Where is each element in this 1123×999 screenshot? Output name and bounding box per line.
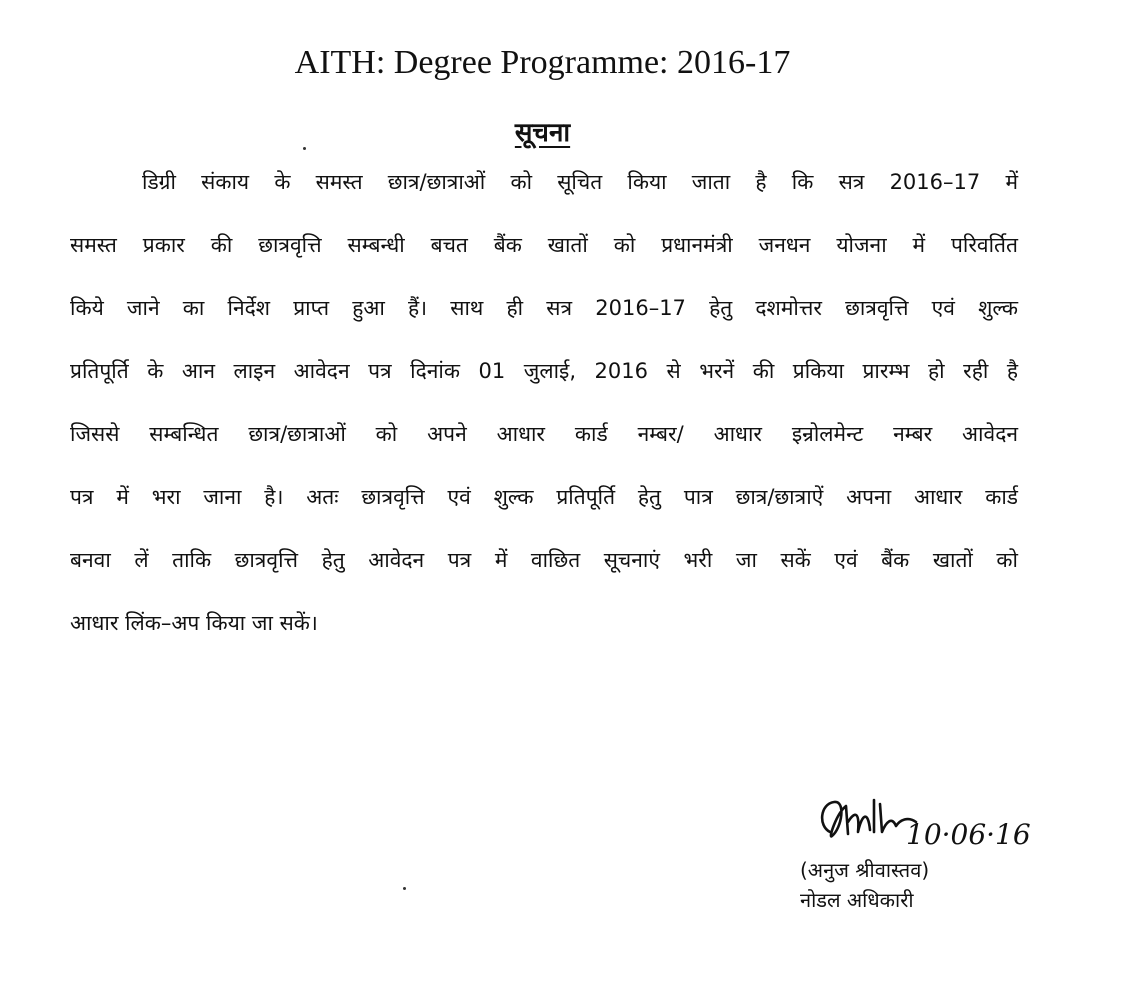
officer-designation: नोडल अधिकारी	[800, 888, 914, 912]
notice-line: आधार लिंक–अप किया जा सकें।	[70, 611, 318, 635]
notice-line: जिससे सम्बन्धित छात्र/छात्राओं को अपने आधार कार्ड नम्बर/ आधार इन्रोलमेन्ट नम्बर आवेदन	[70, 422, 1018, 446]
signature-date: 10·06·16	[906, 818, 1031, 851]
notice-heading	[0, 113, 1085, 149]
document-title: AITH: Degree Programme: 2016-17	[294, 44, 791, 81]
officer-name: (अनुज श्रीवास्तव)	[800, 858, 930, 882]
scan-speck	[403, 887, 406, 890]
notice-line: किये जाने का निर्देश प्राप्त हुआ हैं। साथ ही सत्र 2016–17 हेतु दशमोत्तर छात्रवृत्ति एवं शुल्क	[70, 296, 1018, 320]
notice-line: प्रतिपूर्ति के आन लाइन आवेदन पत्र दिनांक 01 जुलाई, 2016 से भरनें की प्रकिया प्रारम्भ हो रही है	[70, 359, 1018, 383]
notice-line: समस्त प्रकार की छात्रवृत्ति सम्बन्धी बचत बैंक खातों को प्रधानमंत्री जनधन योजना में परिवर्तित	[70, 233, 1018, 257]
notice-body	[70, 168, 1018, 672]
scan-speck	[303, 147, 306, 150]
notice-line: पत्र में भरा जाना है। अतः छात्रवृत्ति एवं शुल्क प्रतिपूर्ति हेतु पात्र छात्र/छात्राऐं अपना आधार कार्ड	[70, 485, 1018, 509]
notice-line: डिग्री संकाय के समस्त छात्र/छात्राओं को सूचित किया जाता है कि सत्र 2016–17 में	[142, 170, 1018, 194]
notice-heading-text: सूचना	[514, 118, 571, 148]
notice-line: बनवा लें ताकि छात्रवृत्ति हेतु आवेदन पत्र में वाछित सूचनाएं भरी जा सकें एवं बैंक खातों को	[70, 548, 1018, 572]
